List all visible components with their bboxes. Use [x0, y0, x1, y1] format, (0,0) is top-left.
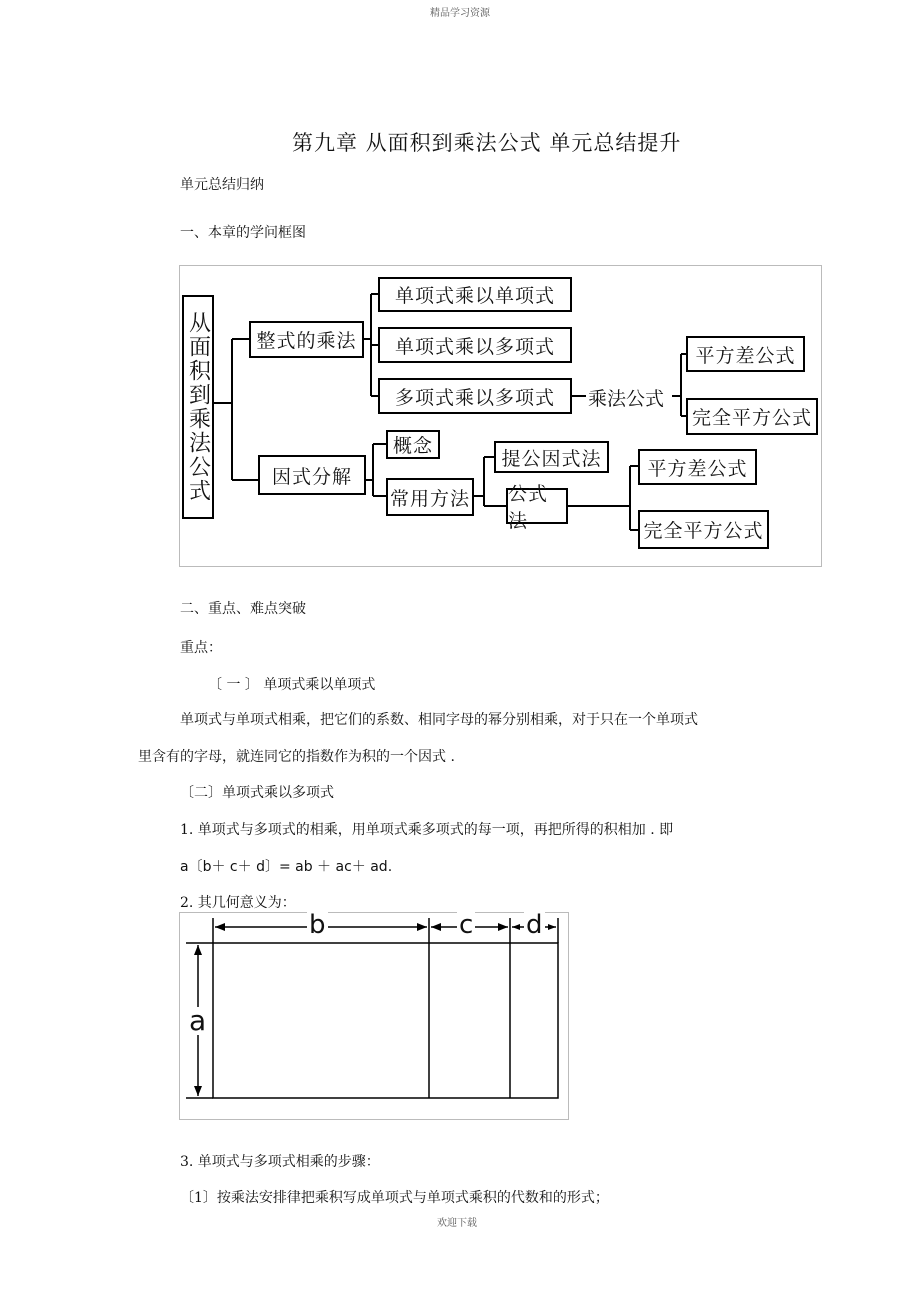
page-header: 精品学习资源 — [430, 8, 490, 19]
dimension-label-d: d — [526, 910, 543, 940]
section-heading-key-points: 二、重点、难点突破 — [180, 601, 306, 617]
item2-paragraph1: 1. 单项式与多项式的相乘，用单项式乘多项式的每一项，再把所得的积相加 . 即 — [180, 822, 674, 838]
item3-heading: 3. 单项式与多项式相乘的步骤： — [180, 1154, 380, 1170]
box-difference-of-squares-1: 平方差公式 — [686, 336, 805, 372]
box-monomial-times-polynomial: 单项式乘以多项式 — [378, 327, 572, 363]
dimension-label-c: c — [459, 910, 474, 940]
item2-title: 〔二〕单项式乘以多项式 — [180, 785, 334, 801]
box-perfect-square-1: 完全平方公式 — [686, 398, 818, 435]
label-multiplication-formula: 乘法公式 — [586, 384, 666, 411]
box-polynomial-times-polynomial: 多项式乘以多项式 — [378, 378, 572, 414]
box-factorization: 因式分解 — [258, 455, 366, 495]
item1-line1: 单项式与单项式相乘，把它们的系数、相同字母的幂分别相乘，对于只在一个单项式 — [180, 712, 698, 728]
summary-heading: 单元总结归纳 — [180, 177, 264, 193]
box-difference-of-squares-2: 平方差公式 — [638, 449, 757, 485]
box-perfect-square-2: 完全平方公式 — [638, 510, 769, 549]
item1-title: 〔 一 〕 单项式乘以单项式 — [208, 677, 376, 693]
box-common-factor-method: 提公因式法 — [494, 441, 609, 473]
page-title: 第九章 从面积到乘法公式 单元总结提升 — [292, 131, 682, 155]
item2-formula: a〔b＋ c＋ d〕= ab ＋ ac＋ ad. — [180, 859, 393, 875]
step1-text: 〔1〕按乘法安排律把乘积写成单项式与单项式乘积的代数和的形式； — [180, 1190, 609, 1206]
key-points-label: 重点： — [180, 640, 222, 656]
dimension-label-b: b — [309, 910, 326, 940]
box-polynomial-multiplication: 整式的乘法 — [249, 321, 364, 358]
item2-paragraph2: 2. 其几何意义为： — [180, 895, 296, 911]
page-footer: 欢迎下载 — [437, 1218, 477, 1229]
framework-root-box: 从面积到乘法公式 — [182, 295, 214, 519]
box-monomial-times-monomial: 单项式乘以单项式 — [378, 277, 572, 312]
box-formula-method: 公式法 — [506, 488, 568, 524]
box-concept: 概念 — [386, 430, 440, 459]
box-common-methods: 常用方法 — [386, 478, 474, 516]
section-heading-framework: 一、本章的学问框图 — [180, 225, 306, 241]
item1-line2: 里含有的字母，就连同它的指数作为积的一个因式 . — [138, 749, 455, 765]
dimension-label-a: a — [189, 1004, 207, 1037]
